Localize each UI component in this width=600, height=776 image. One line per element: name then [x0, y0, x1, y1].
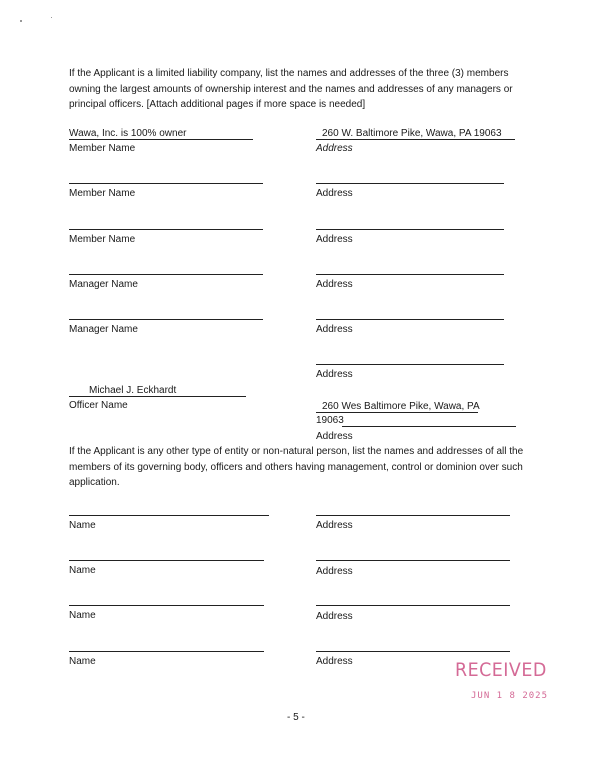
manager-address-label: Address: [316, 324, 353, 335]
address-line[interactable]: [316, 560, 510, 561]
manager-address-line[interactable]: [316, 319, 504, 320]
officer-name-label: Officer Name: [69, 400, 128, 411]
member-name-line[interactable]: [69, 139, 253, 140]
manager-address-line[interactable]: [316, 274, 504, 275]
officer-address-line1: 260 Wes Baltimore Pike, Wawa, PA: [322, 401, 480, 412]
address-label: Address: [316, 656, 353, 667]
member-address-label: Address: [316, 234, 353, 245]
name-line[interactable]: [69, 515, 269, 516]
address-label: Address: [316, 566, 353, 577]
received-stamp: RECEIVED: [455, 659, 547, 681]
officer-address-line[interactable]: [316, 412, 478, 413]
name-label: Name: [69, 565, 96, 576]
member-name-label: Member Name: [69, 234, 136, 245]
member-address-line[interactable]: [316, 139, 515, 140]
scan-speck: [51, 17, 52, 18]
name-label: Name: [69, 610, 96, 621]
member-name-label: Member Name: [69, 143, 136, 154]
officer-name-line[interactable]: [69, 396, 246, 397]
additional-address-line[interactable]: [316, 364, 504, 365]
name-line[interactable]: [69, 651, 264, 652]
other-entity-instructions: If the Applicant is any other type of entity or non-natural person, list the names and addresses of all the members of its governing body, officers and others having management, control or dominion over such application.: [69, 446, 524, 488]
member-address-line[interactable]: [316, 229, 504, 230]
received-stamp-date: JUN 1 8 2025: [471, 691, 549, 701]
manager-name-line[interactable]: [69, 274, 263, 275]
manager-name-label: Manager Name: [69, 324, 138, 335]
address-line[interactable]: [316, 651, 510, 652]
officer-address-line2: 19063: [316, 415, 344, 426]
address-line[interactable]: [316, 515, 510, 516]
member-address-label: Address: [316, 188, 353, 199]
member-name-value: Wawa, Inc. is 100% owner: [69, 128, 187, 139]
manager-address-label: Address: [316, 279, 353, 290]
member-address-line[interactable]: [316, 183, 504, 184]
llc-instructions: If the Applicant is a limited liability company, list the names and addresses of the three (3) members owning the largest amounts of ownership interest and the names and addresses of any managers or principal officers. [Attach additional pages if more space is needed]: [69, 68, 513, 110]
name-line[interactable]: [69, 560, 264, 561]
manager-name-line[interactable]: [69, 319, 263, 320]
member-name-label: Member Name: [69, 188, 136, 199]
member-address-label: Address: [316, 143, 353, 154]
officer-name-value: Michael J. Eckhardt: [89, 385, 177, 396]
page-number: - 5 -: [287, 712, 305, 723]
manager-name-label: Manager Name: [69, 279, 138, 290]
name-line[interactable]: [69, 605, 264, 606]
officer-address-label: Address: [316, 431, 353, 442]
address-label: Address: [316, 520, 353, 531]
member-name-line[interactable]: [69, 183, 263, 184]
name-label: Name: [69, 656, 96, 667]
additional-address-label: Address: [316, 369, 353, 380]
address-label: Address: [316, 611, 353, 622]
scan-speck: [20, 20, 22, 22]
member-address-value: 260 W. Baltimore Pike, Wawa, PA 19063: [322, 128, 502, 139]
member-name-line[interactable]: [69, 229, 263, 230]
address-line[interactable]: [316, 605, 510, 606]
name-label: Name: [69, 520, 96, 531]
officer-address-line[interactable]: [342, 426, 516, 427]
